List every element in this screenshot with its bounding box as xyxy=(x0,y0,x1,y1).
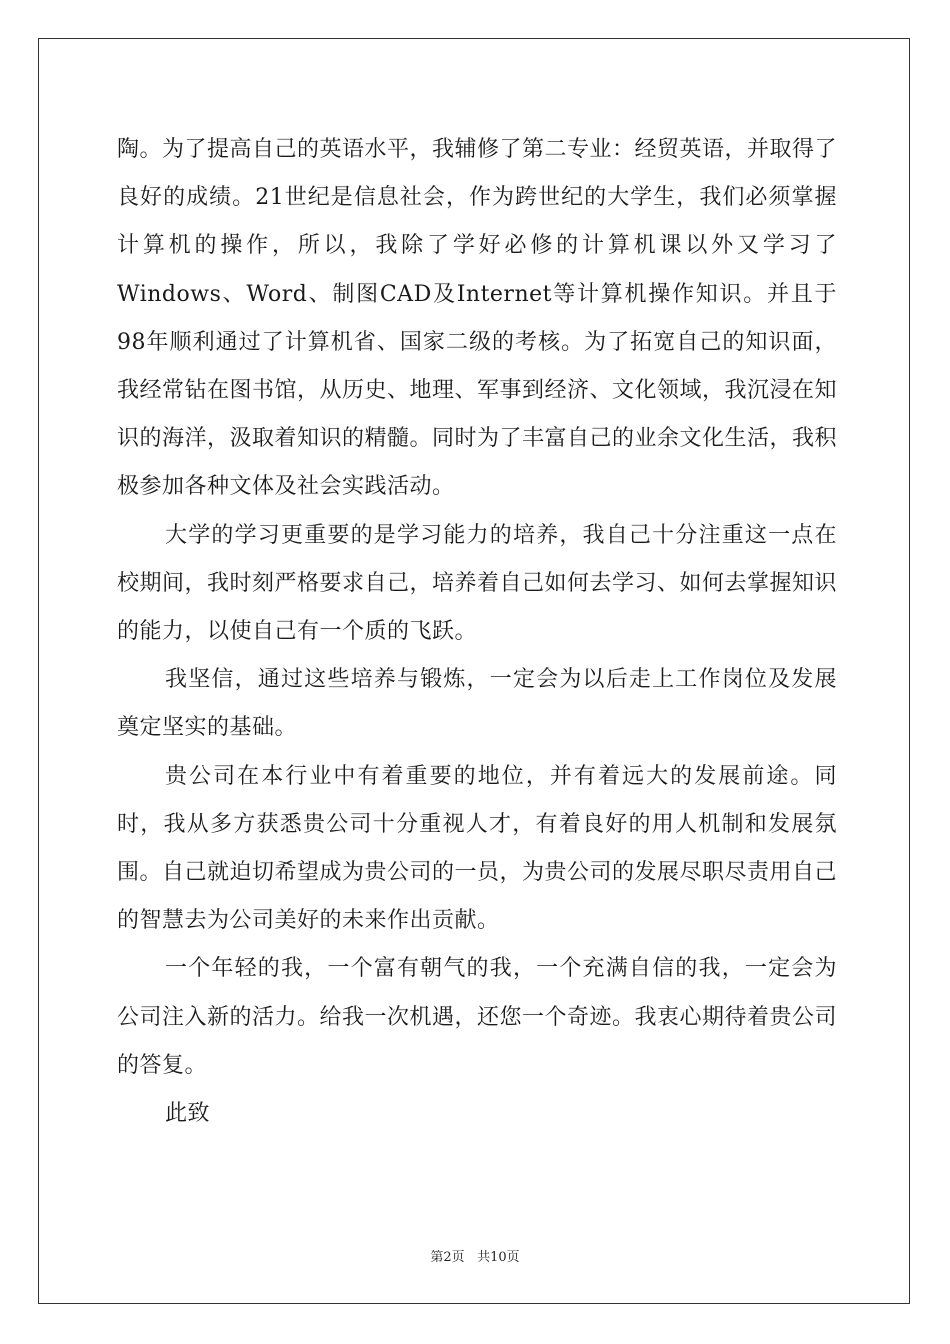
paragraph: 贵公司在本行业中有着重要的地位，并有着远大的发展前途。同时，我从多方获悉贵公司十分重视人才，有着良好的用人机制和发展氛围。自己就迫切希望成为贵公司的一员，为贵公司的发展尽职尽责用自己的智慧去为公司美好的未来作出贡献。 xyxy=(117,763,838,934)
paragraph: 陶。为了提高自己的英语水平，我辅修了第二专业：经贸英语，并取得了良好的成绩。21世纪是信息社会，作为跨世纪的大学生，我们必须掌握计算机的操作，所以，我除了学好必修的计算机课以外又学习了Windows、Word、制图CAD及Internet等计算机操作知识。并且于98年顺利通过了计算机省、国家二级的考核。为了拓宽自己的知识面，我经常钻在图书馆，从历史、地理、军事到经济、文化领域，我沉浸在知识的海洋，汲取着知识的精髓。同时为了丰富自己的业余文化生活，我积极参加各种文体及社会实践活动。 xyxy=(117,137,838,500)
paragraph: 我坚信，通过这些培养与锻炼，一定会为以后走上工作岗位及发展奠定坚实的基础。 xyxy=(117,667,837,741)
page-footer xyxy=(0,1246,950,1265)
paragraph: 大学的学习更重要的是学习能力的培养，我自己十分注重这一点在校期间，我时刻严格要求自己，培养着自己如何去学习、如何去掌握知识的能力，以使自己有一个质的飞跃。 xyxy=(117,522,838,645)
footer-spacer xyxy=(465,1250,477,1265)
letter-body xyxy=(117,126,837,1138)
page-number: 第2页 xyxy=(430,1250,465,1265)
paragraph: 一个年轻的我，一个富有朝气的我，一个充满自信的我，一定会为公司注入新的活力。给我一次机遇，还您一个奇迹。我衷心期待着贵公司的答复。 xyxy=(117,956,838,1078)
page-total: 共10页 xyxy=(477,1250,520,1265)
closing-salutation: 此致 xyxy=(165,1101,211,1127)
